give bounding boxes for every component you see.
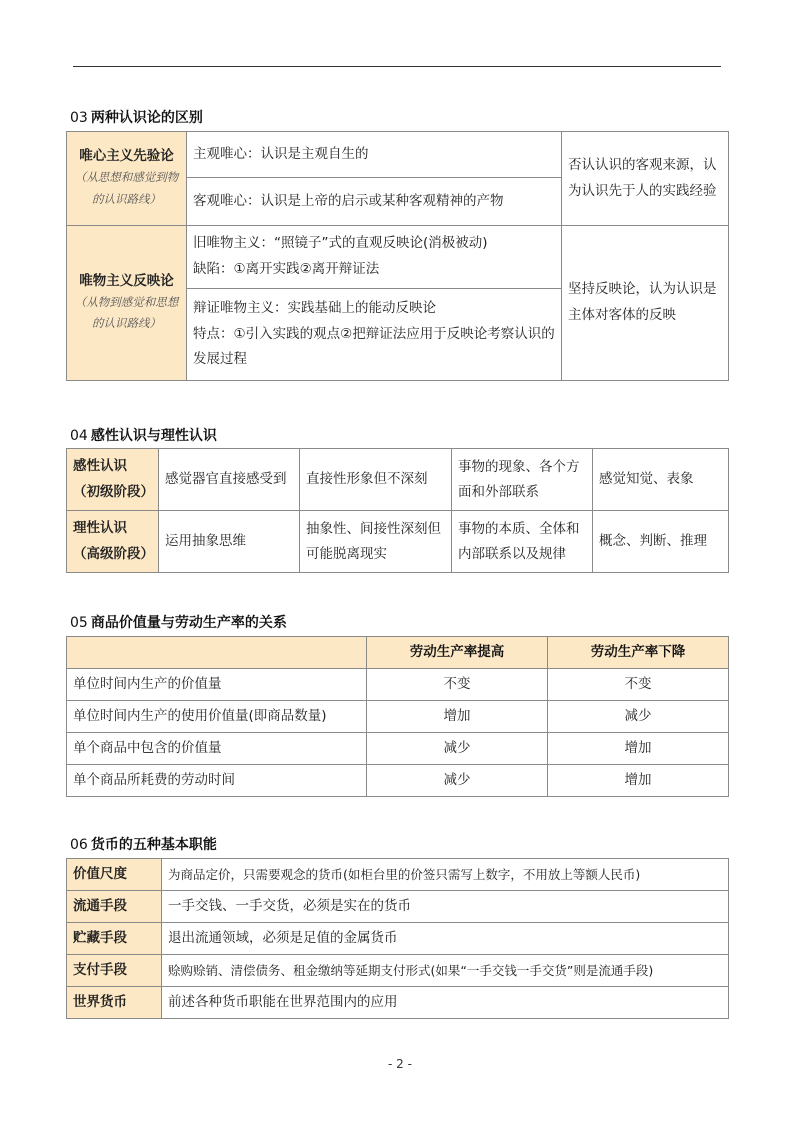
table-row [67,733,729,765]
cell: 感觉器官直接感受到 [159,449,300,511]
cell: 单个商品所耗费的劳动时间 [67,765,367,797]
cell: 直接性形象但不深刻 [300,449,452,511]
row-head: 价值尺度 [67,859,162,891]
cell: 旧唯物主义：“照镜子”式的直观反映论(消极被动) 缺陷：①离开实践②离开辩证法 [187,226,562,289]
cell-note: 否认认识的客观来源，认为认识先于人的实践经验 [562,132,729,226]
row-head: 贮藏手段 [67,923,162,955]
perception-table [66,448,729,573]
table-row [67,511,729,573]
table-row [67,923,729,955]
header-cell: 劳动生产率下降 [548,637,729,669]
cell: 单个商品中包含的价值量 [67,733,367,765]
cell: 增加 [548,733,729,765]
table-header-row [67,637,729,669]
row-head: 理性认识 （高级阶段） [67,511,159,573]
cell: 感觉知觉、表象 [593,449,729,511]
row-head: 唯心主义先验论 （从思想和感觉到物的认识路线） [67,132,187,226]
cell: 不变 [367,669,548,701]
cell: 增加 [548,765,729,797]
table-row [67,859,729,891]
table-row [67,701,729,733]
section-06-title: 06 货币的五种基本职能 [70,837,217,853]
cell-note: 坚持反映论，认为认识是主体对客体的反映 [562,226,729,381]
cell: 事物的本质、全体和内部联系以及规律 [452,511,593,573]
cell: 减少 [367,733,548,765]
cell: 单位时间内生产的使用价值量(即商品数量) [67,701,367,733]
section-04-title: 04 感性认识与理性认识 [70,428,217,444]
row-head: 世界货币 [67,987,162,1019]
table-row [67,132,729,178]
top-rule [73,66,721,67]
table-row [67,765,729,797]
cell: 运用抽象思维 [159,511,300,573]
cell: 辩证唯物主义：实践基础上的能动反映论 特点：①引入实践的观点②把辩证法应用于反映论考察认识的发展过程 [187,289,562,381]
cell: 一手交钱、一手交货，必须是实在的货币 [162,891,729,923]
section-05-title: 05 商品价值量与劳动生产率的关系 [70,615,287,631]
cell: 减少 [548,701,729,733]
cell: 事物的现象、各个方面和外部联系 [452,449,593,511]
cell: 概念、判断、推理 [593,511,729,573]
row-head: 流通手段 [67,891,162,923]
row-head: 支付手段 [67,955,162,987]
productivity-table [66,636,729,797]
cell: 减少 [367,765,548,797]
cell: 不变 [548,669,729,701]
cell: 客观唯心：认识是上帝的启示或某种客观精神的产物 [187,178,562,226]
header-cell: 劳动生产率提高 [367,637,548,669]
row-head: 唯物主义反映论 （从物到感觉和思想的认识路线） [67,226,187,381]
table-row [67,669,729,701]
cell: 单位时间内生产的价值量 [67,669,367,701]
table-row [67,955,729,987]
cell: 前述各种货币职能在世界范围内的应用 [162,987,729,1019]
table-row [67,449,729,511]
row-head: 感性认识 （初级阶段） [67,449,159,511]
cell: 退出流通领域，必须是足值的金属货币 [162,923,729,955]
page-number: - 2 - [388,1057,412,1071]
epistemology-table [66,131,729,381]
cell: 赊购赊销、清偿债务、租金缴纳等延期支付形式(如果“一手交钱一手交货”则是流通手段) [162,955,729,987]
header-cell [67,637,367,669]
table-row [67,987,729,1019]
section-03-title: 03 两种认识论的区别 [70,110,203,126]
table-row [67,226,729,289]
money-functions-table [66,858,729,1019]
cell: 抽象性、间接性深刻但可能脱离现实 [300,511,452,573]
table-row [67,891,729,923]
cell: 增加 [367,701,548,733]
cell: 为商品定价，只需要观念的货币(如柜台里的价签只需写上数字，不用放上等额人民币) [162,859,729,891]
cell: 主观唯心：认识是主观自生的 [187,132,562,178]
